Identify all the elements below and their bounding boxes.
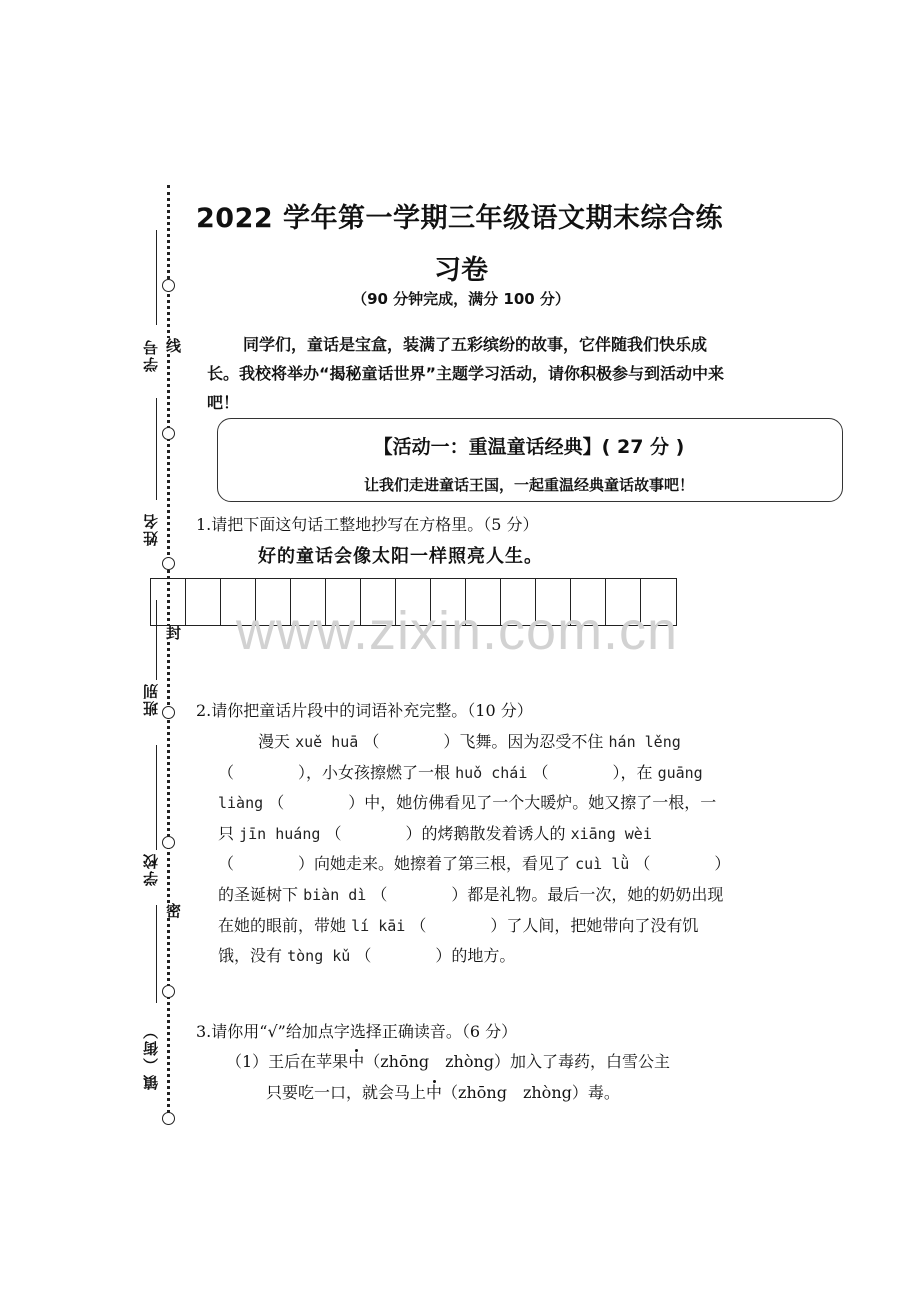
id-label: 学号 [142, 338, 160, 372]
pinyin: lí kāi [351, 916, 406, 935]
dotted-char: 中 [348, 1052, 365, 1071]
binding-circle [162, 427, 175, 440]
dotted-char: 中 [426, 1083, 443, 1102]
binding-circle [162, 279, 175, 292]
page-title-line2: 习卷 [434, 255, 488, 286]
school-write-line [156, 745, 157, 850]
school-label: 学校 [142, 852, 160, 886]
id-write-line [156, 230, 157, 325]
question-1-sentence: 好的童话会像太阳一样照亮人生。 [258, 546, 543, 567]
exam-duration-note: （90 分钟完成，满分 100 分） [352, 290, 570, 308]
secret-seal-label: 密 [164, 903, 182, 918]
pinyin: xiāng wèi [570, 824, 652, 843]
question-1-prompt: 1.请把下面这句话工整地抄写在方格里。（5 分） [196, 515, 539, 534]
question-2-passage: 漫天 xuě huā （ ）飞舞。因为忍受不住 hán lěng （ ），小女孩擦燃了一根 huǒ chái （ ），在 guāng liàng （ ）中，她仿佛看见了一个大暖炉。她又擦了一根，一只 jīn huáng （ ）的烤鹅散发着诱人的 xiāng wèi （ ）向她走来。她擦着了第三根，看见了 cuì lǜ （ ）的圣诞树下 biàn dì （ ）都是礼物。最后一次，她的奶奶出现在她的眼前，带她 lí kāi （ ）了人间，把她带向了没有饥饿，没有 tòng kǔ （ ）的地方。 [218, 732, 724, 966]
pinyin: xuě huā [295, 733, 359, 751]
binding-circle [162, 1112, 175, 1125]
pinyin: huǒ chái [455, 763, 528, 782]
town-write-line [156, 905, 157, 1003]
seal-label: 封 [164, 625, 182, 640]
grid-cell[interactable] [151, 579, 186, 625]
pinyin: hán lěng [608, 733, 681, 751]
binding-dotted-line [167, 185, 170, 1120]
question-3-prompt: 3.请你用“√”给加点字选择正确读音。（6 分） [196, 1022, 518, 1041]
activity-title: 【活动一：重温童话经典】( 27 分 ) [373, 436, 685, 458]
name-write-line [156, 398, 157, 500]
binding-circle [162, 836, 175, 849]
line-seal-label: 线 [164, 338, 182, 353]
class-label: 班别 [142, 682, 160, 716]
binding-circle [162, 557, 175, 570]
binding-circle [162, 985, 175, 998]
town-label: 镇（街） [142, 1022, 160, 1090]
question-3-item-1-cont: 只要吃一口，就会马上中（zhōng zhòng）毒。 [266, 1083, 620, 1102]
page-title: 2022 学年第一学期三年级语文期末综合练 [196, 203, 724, 234]
pinyin: jīn huáng [239, 824, 321, 843]
grid-cell[interactable] [186, 579, 221, 625]
pinyin: cuì lǜ [575, 855, 630, 874]
pinyin: tòng kǔ [287, 947, 351, 966]
watermark: www.zixin.com.cn [236, 601, 679, 661]
pinyin: guāng liàng [218, 763, 703, 813]
intro-paragraph: 同学们，童话是宝盒，装满了五彩缤纷的故事，它伴随我们快乐成长。我校将举办“揭秘童话世界”主题学习活动，请你积极参与到活动中来吧！ [207, 335, 725, 412]
name-label: 姓名 [142, 512, 160, 546]
activity-subtitle: 让我们走进童话王国，一起重温经典童话故事吧！ [363, 476, 694, 494]
pinyin: biàn dì [303, 885, 367, 904]
question-3-item-1: （1）王后在苹果中（zhōng zhòng）加入了毒药，白雪公主 [226, 1052, 671, 1071]
question-2-prompt: 2.请你把童话片段中的词语补充完整。（10 分） [196, 701, 533, 720]
binding-circle [162, 706, 175, 719]
